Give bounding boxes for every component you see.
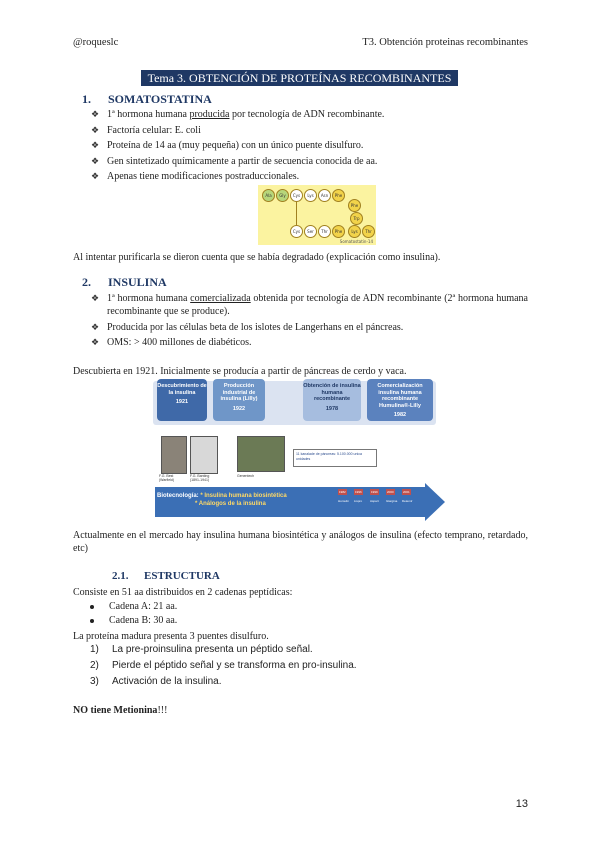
amino-acid: Lys — [348, 225, 361, 238]
list-item: Cadena B: 30 aa. — [87, 614, 387, 628]
timeline-box-text: Descubrimiento de la insulina — [157, 383, 207, 396]
amino-acid: Phe — [332, 189, 345, 202]
bullet-text: Producida por las células beta de los islotes de Langerhans en el páncreas. — [107, 321, 404, 333]
mini-year: 1982 — [339, 490, 346, 494]
timeline-box — [303, 379, 361, 421]
section-1-title: SOMATOSTATINA — [108, 92, 212, 106]
list-item — [91, 292, 528, 318]
insulin-timeline-figure — [153, 379, 445, 526]
amino-acid: Trp — [350, 212, 363, 225]
timeline-box — [157, 379, 207, 421]
list-item — [91, 321, 528, 334]
diamond-bullet-icon: ❖ — [91, 321, 100, 332]
diamond-bullet-icon: ❖ — [91, 155, 100, 166]
bullet-text: Proteína de 14 aa (muy pequeña) con un único puente disulfuro. — [107, 140, 364, 151]
timeline-box — [213, 379, 265, 421]
photo-caption: Genentech — [237, 474, 255, 478]
mini-year: 2000 — [387, 490, 394, 494]
page-number: 13 — [515, 798, 528, 810]
biotech-item: * Insulina humana biosintética — [200, 493, 287, 499]
portrait-photo — [190, 436, 218, 474]
list-item — [91, 139, 521, 152]
timeline-box-text: Producción industrial de insulina (Lilly) — [220, 383, 258, 402]
mini-year: 1999 — [371, 490, 378, 494]
amino-acid: Gly — [276, 189, 289, 202]
somatostatin-bullets — [91, 108, 521, 186]
timeline-box — [367, 379, 433, 421]
mini-label: Detemir — [402, 499, 413, 503]
subsection-number: 2.1. — [112, 570, 129, 582]
subsection-heading — [112, 570, 220, 582]
amino-acid: Thr — [318, 225, 331, 238]
diamond-bullet-icon: ❖ — [91, 124, 100, 135]
step-text: Pierde el péptido señal y se transforma en pro-insulina. — [112, 660, 357, 671]
amino-acid: Thr — [362, 225, 375, 238]
figure-caption: Somatostatin-14 — [339, 239, 373, 244]
list-item — [90, 658, 490, 674]
amino-acid: Cys — [290, 225, 303, 238]
biotech-item: * Análogos de la insulina — [195, 501, 266, 507]
list-item — [91, 108, 521, 121]
arrow-head-icon — [425, 483, 445, 521]
section-2-title: INSULINA — [108, 275, 167, 289]
step-number: 3) — [90, 676, 99, 687]
timeline-year: 1922 — [232, 405, 246, 412]
timeline-box-text: Obtención de insulina humana recombinante — [303, 383, 361, 402]
somatostatin-structure-figure — [258, 185, 376, 245]
subsection-title: ESTRUCTURA — [144, 570, 220, 582]
amino-acid: Ser — [304, 225, 317, 238]
amino-acid: Phe — [332, 225, 345, 238]
portrait-photo — [161, 436, 187, 474]
section-1-heading — [82, 92, 212, 107]
methionine-bold: NO tiene Metionina — [73, 705, 158, 716]
section-1-number: 1. — [82, 92, 91, 106]
list-item — [91, 336, 528, 349]
chains-list — [87, 600, 387, 628]
bullet-text: 1ª hormona humana — [107, 293, 191, 304]
insulin-history-text: Descubierta en 1921. Inicialmente se producía a partir de páncreas de cerdo y vaca. — [73, 366, 407, 377]
bullet-text: obtenida por tecnología de ADN recombinante (2ª hormona humana recombinante que se produce). — [107, 293, 528, 317]
disulfide-text: La proteína madura presenta 3 puentes disulfuro. — [73, 631, 269, 642]
bullet-text: Gen sintetizado químicamente a partir de secuencia conocida de aa. — [107, 155, 378, 167]
list-item — [90, 674, 490, 690]
timeline-year: 1978 — [325, 405, 339, 412]
amino-acid: Cys — [290, 189, 303, 202]
step-number: 1) — [90, 644, 99, 655]
mini-year: 2001 — [403, 490, 410, 494]
bullet-text: Factoría celular: E. coli — [107, 124, 201, 136]
diamond-bullet-icon: ❖ — [91, 337, 100, 347]
step-number: 2) — [90, 660, 99, 671]
mini-label: Glargina — [386, 499, 398, 503]
figure-note: 11 kanalade de páncreas: 5.100.000 unica unidades — [293, 449, 377, 467]
bullet-text: 1ª hormona humana — [107, 109, 190, 120]
timeline-year: 1982 — [393, 412, 407, 418]
amino-acid: Ala — [262, 189, 275, 202]
list-item — [91, 170, 521, 183]
header-author: @roqueslc — [73, 37, 119, 48]
methionine-tail: !!! — [157, 705, 168, 716]
steps-list — [90, 642, 490, 690]
methionine-note — [73, 704, 373, 717]
photo-caption: F.G. Best (Warfield) — [159, 474, 175, 482]
scientists-photo — [237, 436, 285, 472]
diamond-bullet-icon: ❖ — [91, 109, 100, 119]
bullet-text: por tecnología de ADN recombinante. — [229, 109, 385, 120]
list-item: Cadena A: 21 aa. — [87, 600, 387, 614]
list-item — [90, 642, 490, 658]
insulin-bullets — [91, 292, 528, 352]
biotech-title: Biotecnología: — [157, 493, 199, 499]
timeline-box-text: Comercialización insulina humana recombinante Humulina®-Lilly — [377, 383, 423, 409]
diamond-bullet-icon: ❖ — [91, 140, 100, 150]
diamond-bullet-icon: ❖ — [91, 293, 100, 303]
header-chapter: T3. Obtención proteinas recombinantes — [362, 37, 528, 48]
timeline-year: 1921 — [175, 399, 189, 405]
page-title: Tema 3. OBTENCIÓN DE PROTEÍNAS RECOMBINANTES — [141, 70, 458, 86]
diamond-bullet-icon: ❖ — [91, 171, 100, 181]
underlined-term: producida — [189, 109, 230, 120]
section-2-number: 2. — [82, 275, 91, 289]
bullet-text: OMS: > 400 millones de diabéticos. — [107, 337, 252, 348]
mini-year: 1996 — [355, 490, 362, 494]
step-text: La pre-proinsulina presenta un péptido señal. — [112, 644, 313, 655]
underlined-term: comercializada — [190, 293, 251, 304]
biotech-label — [157, 492, 287, 508]
amino-acid: Phe — [348, 199, 361, 212]
list-item — [91, 155, 521, 168]
insulin-market-text: Actualmente en el mercado hay insulina humana biosintética y análogos de insulina (efecto temprano, retardado, etc) — [73, 530, 528, 554]
list-item — [91, 124, 521, 137]
mini-label: Lispro — [354, 499, 363, 503]
step-text: Activación de la insulina. — [112, 676, 222, 687]
section-2-heading — [82, 275, 167, 290]
disulfide-bond-line — [296, 202, 297, 225]
mini-label: Aspart — [370, 499, 379, 503]
bullet-text: Apenas tiene modificaciones postraduccionales. — [107, 171, 300, 182]
amino-acid: Lys — [304, 189, 317, 202]
structure-text: Consiste en 51 aa distribuidos en 2 cadenas peptídicas: — [73, 587, 293, 598]
somatostatin-note: Al intentar purificarla se dieron cuenta que se había degradado (explicación como insulina). — [73, 252, 441, 263]
mini-label: Humulin — [338, 499, 350, 503]
photo-caption: F.G. Banting (1891-1941) — [190, 474, 210, 482]
amino-acid: Asn — [318, 189, 331, 202]
